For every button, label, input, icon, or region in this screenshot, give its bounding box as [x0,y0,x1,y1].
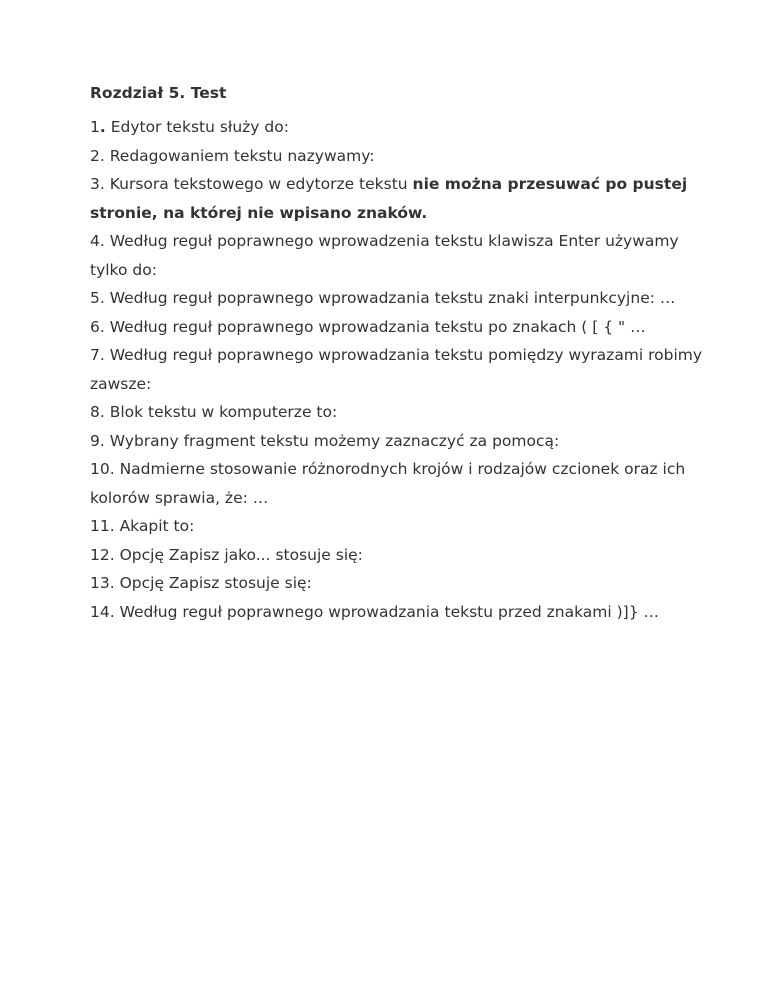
question-bold-text: nie można przesuwać po pustej stronie, na której nie wpisano znaków. [90,175,688,222]
question-14 [90,598,710,627]
question-text: Według reguł poprawnego wprowadzania tekstu przed znakami )]} … [114,602,660,621]
question-text: Kursora tekstowego w edytorze tekstu [104,175,413,193]
question-number: 10. [90,460,115,478]
question-text: Według reguł poprawnego wprowadzania tekstu znaki interpunkcyjne: … [104,289,676,307]
question-2 [90,142,710,171]
question-8 [90,398,710,427]
question-number: 2. [90,146,105,165]
question-text: Według reguł poprawnego wprowadzenia tekstu klawisza Enter używamy tylko do: [90,232,679,279]
document-title: Rozdział 5. Test [90,84,227,102]
question-text: Blok tekstu w komputerze to: [104,403,338,421]
question-3 [90,170,710,227]
question-13 [90,569,710,598]
question-number: 3. [90,175,105,193]
question-number-dot: . [99,118,106,136]
document-page [90,78,710,626]
question-1 [90,113,710,142]
question-9 [90,427,710,456]
question-text: Według reguł poprawnego wprowadzania tekstu pomiędzy wyrazami robimy zawsze: [90,346,703,393]
question-10 [90,455,710,512]
question-4 [90,227,710,284]
question-number: 9. [90,431,105,450]
question-number: 6. [90,317,105,336]
question-number: 4. [90,232,105,250]
question-7 [90,341,710,398]
question-6 [90,313,710,342]
question-12 [90,541,710,570]
question-number: 8. [90,403,105,421]
question-text: Redagowaniem tekstu nazywamy: [104,146,375,165]
question-number: 13. [90,574,115,592]
question-text: Nadmierne stosowanie różnorodnych krojów i rodzajów czcionek oraz ich kolorów sprawia, że: … [90,460,686,507]
question-number: 12. [90,545,115,564]
question-text: Opcję Zapisz jako... stosuje się: [114,545,363,564]
question-number: 1 [90,118,100,136]
question-number: 5. [90,289,105,307]
question-11 [90,512,710,541]
question-number: 14. [90,602,115,621]
question-text: Akapit to: [114,517,195,535]
question-5 [90,284,710,313]
question-text: Wybrany fragment tekstu możemy zaznaczyć za pomocą: [104,431,560,450]
question-number: 7. [90,346,105,364]
question-text: Opcję Zapisz stosuje się: [114,574,312,592]
question-text: Edytor tekstu służy do: [105,118,289,136]
question-text: Według reguł poprawnego wprowadzania tekstu po znakach ( [ { " … [104,317,646,336]
question-number: 11. [90,517,115,535]
